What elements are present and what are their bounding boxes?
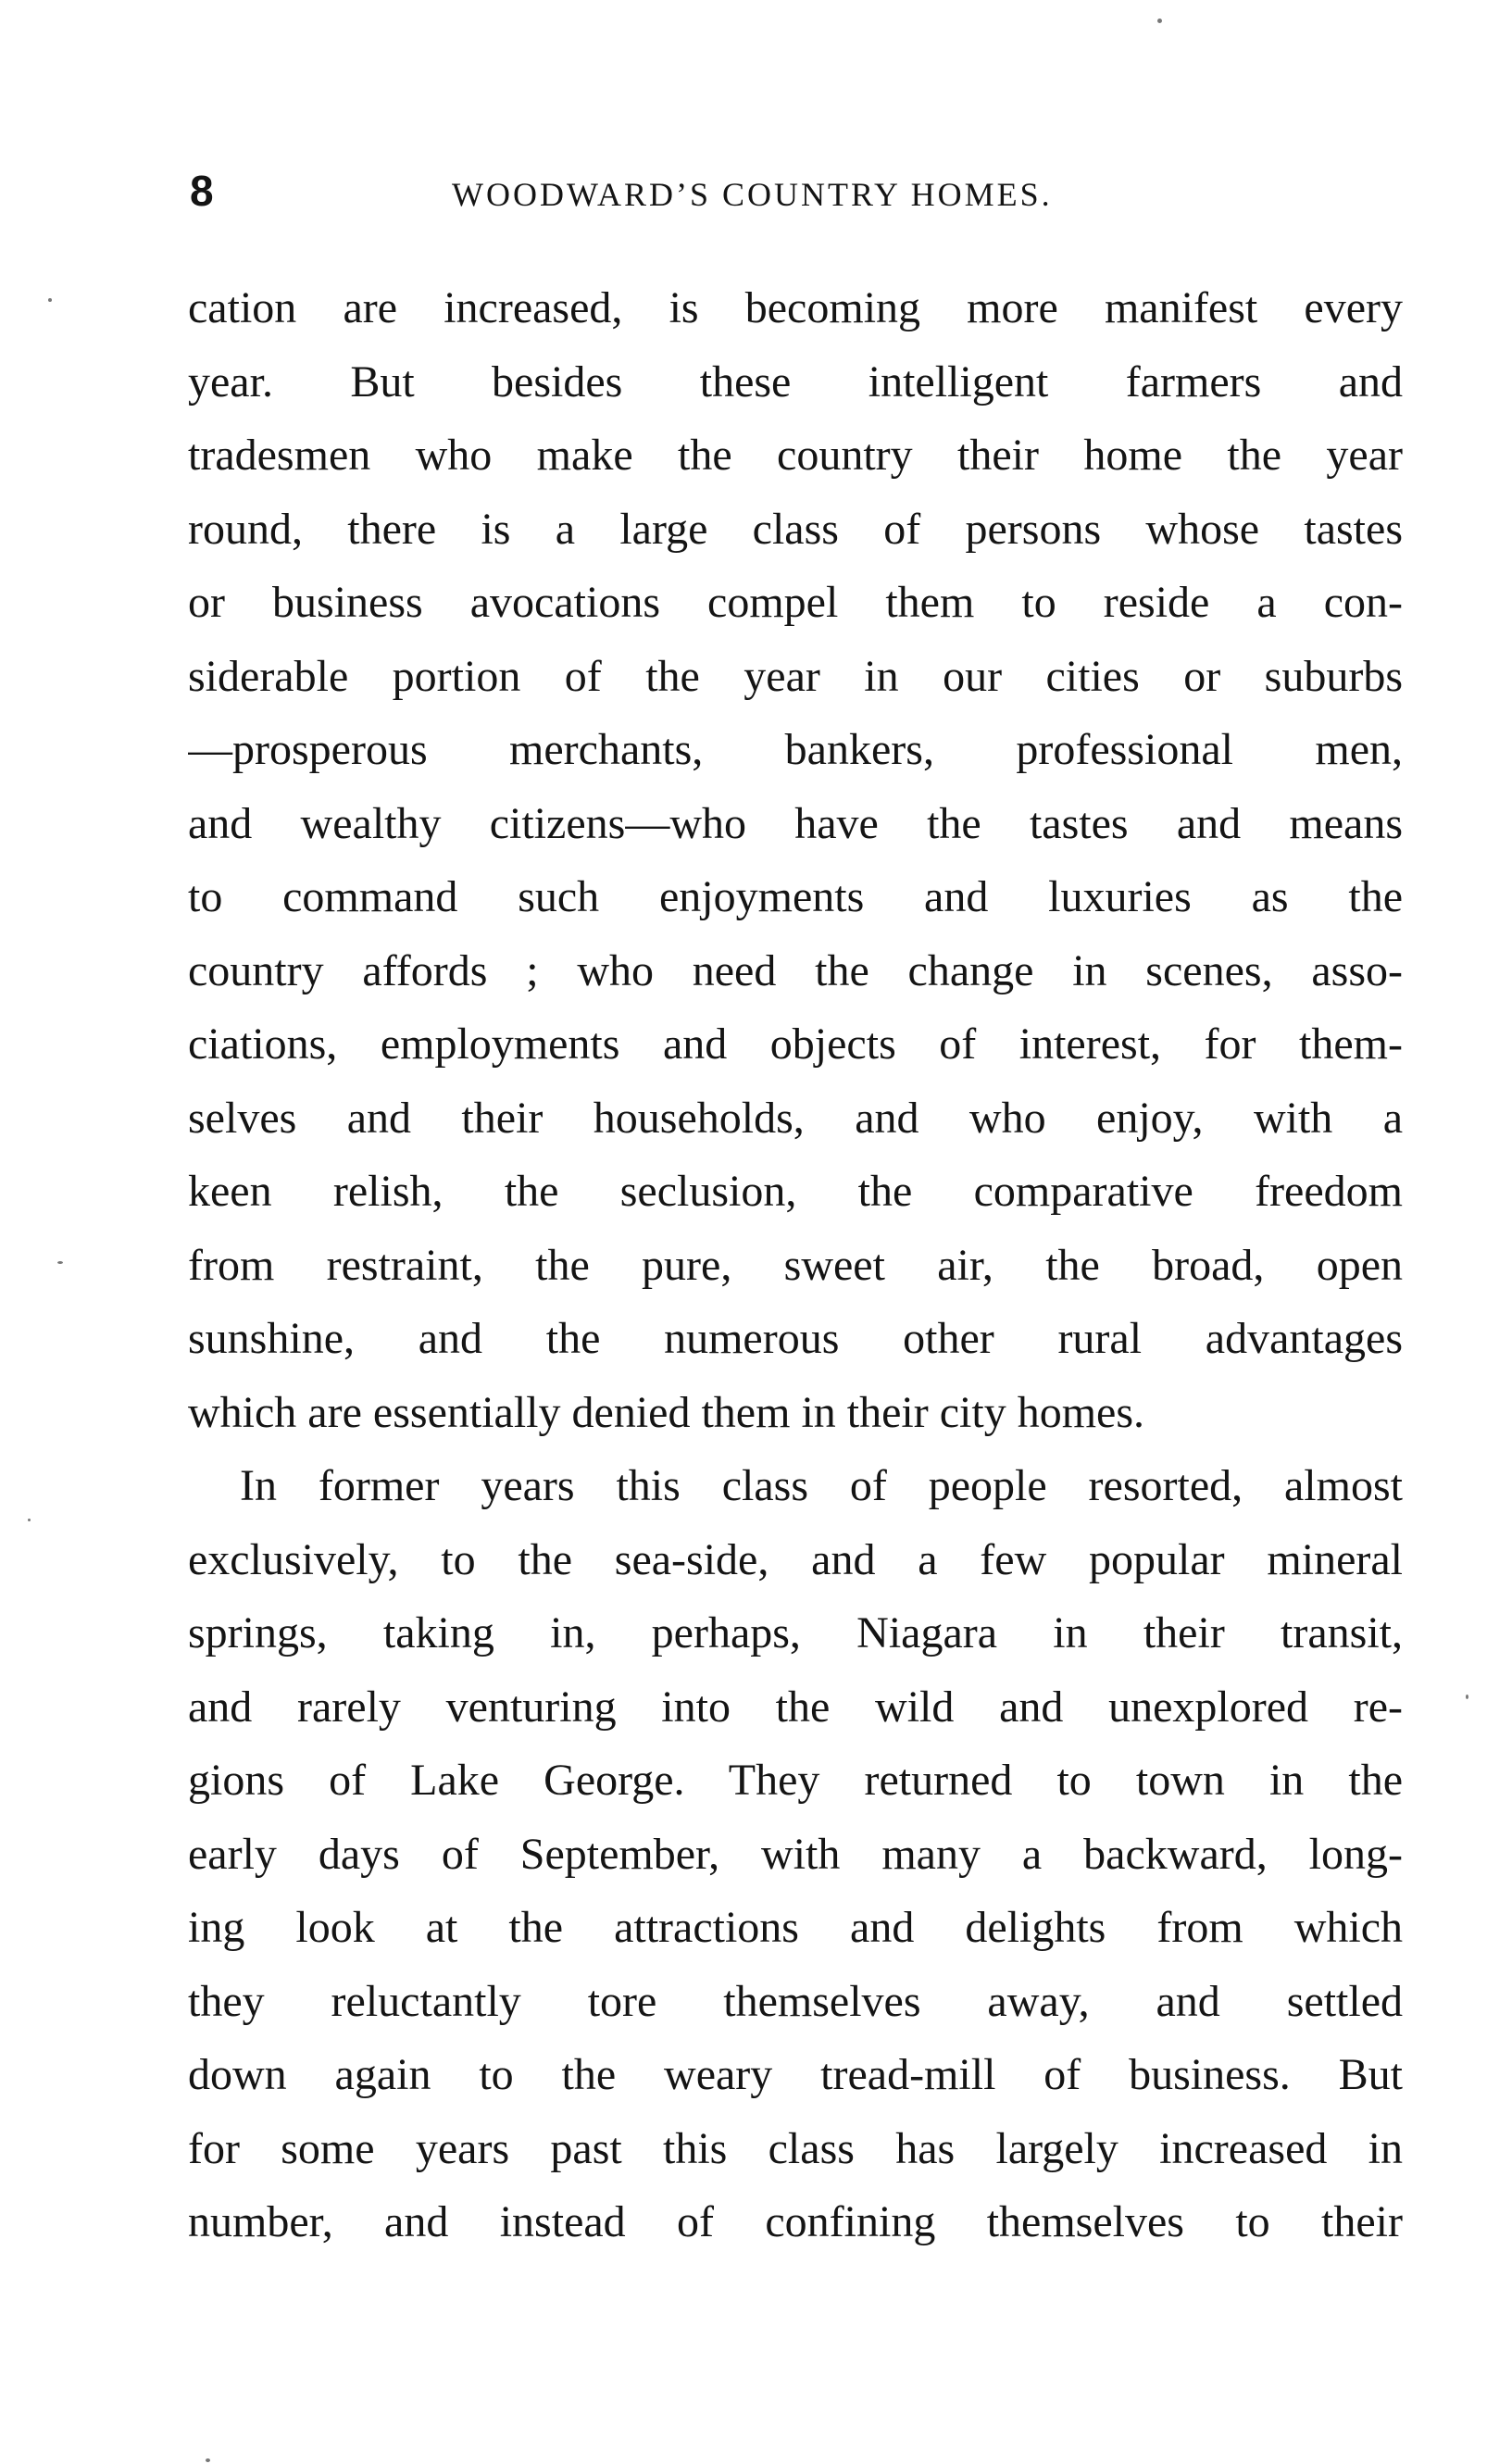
text-line: springs, taking in, perhaps, Niagara in their transit, — [188, 1608, 1403, 1657]
text-line: early days of September, with many a backward, long- — [188, 1829, 1403, 1879]
text-line: ciations, employments and objects of interest, for them- — [188, 1019, 1403, 1069]
text-line: round, there is a large class of persons whose tastes — [188, 504, 1403, 554]
paragraph-last-line: which are essentially denied them in their city homes. — [188, 1387, 1145, 1437]
text-line: down again to the weary tread-mill of business. But — [188, 2050, 1403, 2099]
text-line: exclusively, to the sea-side, and a few popular mineral — [188, 1534, 1403, 1584]
text-line: or business avocations compel them to reside a con- — [188, 578, 1403, 627]
text-line: to command such enjoyments and luxuries as the — [188, 872, 1403, 921]
running-head: WOODWARD’S COUNTRY HOMES. — [452, 176, 1053, 213]
scan-speck — [1466, 1695, 1468, 1699]
text-line: selves and their households, and who enjoy, with a — [188, 1093, 1403, 1143]
scan-speck — [57, 1261, 63, 1264]
text-line: and wealthy citizens—who have the tastes and means — [188, 798, 1403, 848]
text-line: ing look at the attractions and delights from which — [188, 1903, 1403, 1952]
text-line: they reluctantly tore themselves away, and settled — [188, 1976, 1403, 2026]
text-line: from restraint, the pure, sweet air, the broad, open — [188, 1240, 1403, 1290]
page-number: 8 — [190, 167, 214, 215]
scan-speck — [206, 2458, 210, 2462]
scan-speck — [48, 298, 52, 302]
scan-speck — [28, 1519, 31, 1521]
text-line: year. But besides these intelligent farmers and — [188, 356, 1403, 406]
text-line: —prosperous merchants, bankers, professional men, — [188, 725, 1403, 774]
text-line: gions of Lake George. They returned to town in the — [188, 1756, 1403, 1805]
text-line: and rarely venturing into the wild and unexplored re- — [188, 1682, 1403, 1732]
page-header — [190, 163, 1403, 219]
text-line: cation are increased, is becoming more manifest every — [188, 283, 1403, 332]
text-line: keen relish, the seclusion, the comparative freedom — [188, 1167, 1403, 1216]
text-line: number, and instead of confining themselves to their — [188, 2197, 1403, 2246]
paragraph-first-line: In former years this class of people resorted, almost — [240, 1461, 1403, 1510]
text-line: for some years past this class has largely increased in — [188, 2123, 1403, 2173]
scan-speck — [1157, 19, 1162, 23]
text-line: siderable portion of the year in our cities or suburbs — [188, 651, 1403, 701]
text-line: sunshine, and the numerous other rural advantages — [188, 1314, 1403, 1363]
text-line: country affords ; who need the change in scenes, asso- — [188, 945, 1403, 995]
text-line: tradesmen who make the country their home the year — [188, 431, 1403, 480]
body-text — [188, 271, 1403, 2259]
